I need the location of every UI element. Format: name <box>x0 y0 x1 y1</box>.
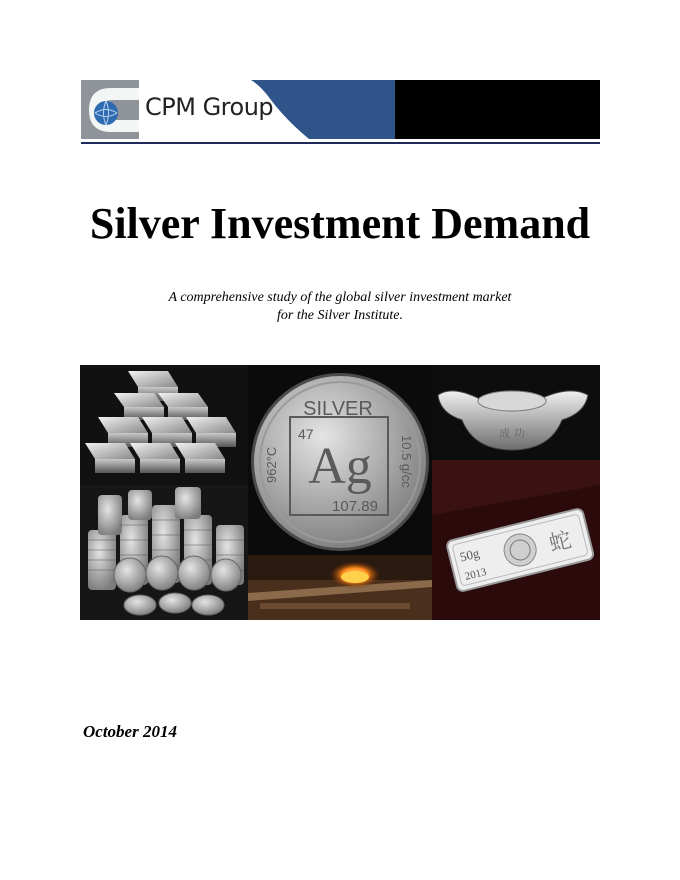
silver-coins-image <box>80 485 248 620</box>
bar-year: 2013 <box>463 565 488 583</box>
header-banner <box>81 80 600 139</box>
svg-text:成 功: 成 功 <box>499 427 525 440</box>
melting-point: 962°C <box>264 446 279 483</box>
molten-silver-image <box>248 555 432 620</box>
bar-weight: 50g <box>458 545 481 565</box>
subtitle <box>0 289 680 325</box>
globe-icon <box>81 80 139 139</box>
subtitle-line-1: A comprehensive study of the global silver investment market <box>168 290 512 305</box>
element-symbol: Ag <box>308 438 372 495</box>
silver-element-coin-image <box>248 365 432 555</box>
silver-photo-collage <box>80 365 600 620</box>
brand-name: CPM Group <box>145 93 274 121</box>
atomic-mass: 107.89 <box>332 498 378 515</box>
density: 10.5 g/cc <box>399 435 414 488</box>
atomic-number: 47 <box>298 426 314 442</box>
silver-50g-bar-image <box>432 460 600 620</box>
publication-date: October 2014 <box>83 722 177 741</box>
silver-sycee-image <box>432 365 600 460</box>
subtitle-line-2: for the Silver Institute. <box>277 308 403 323</box>
banner-black-block <box>395 80 600 139</box>
svg-text:蛇: 蛇 <box>546 527 575 558</box>
coin-label-top: SILVER <box>303 398 373 420</box>
silver-bars-image <box>80 365 248 485</box>
page-title: Silver Investment Demand <box>89 199 591 248</box>
header-rule <box>81 142 600 144</box>
